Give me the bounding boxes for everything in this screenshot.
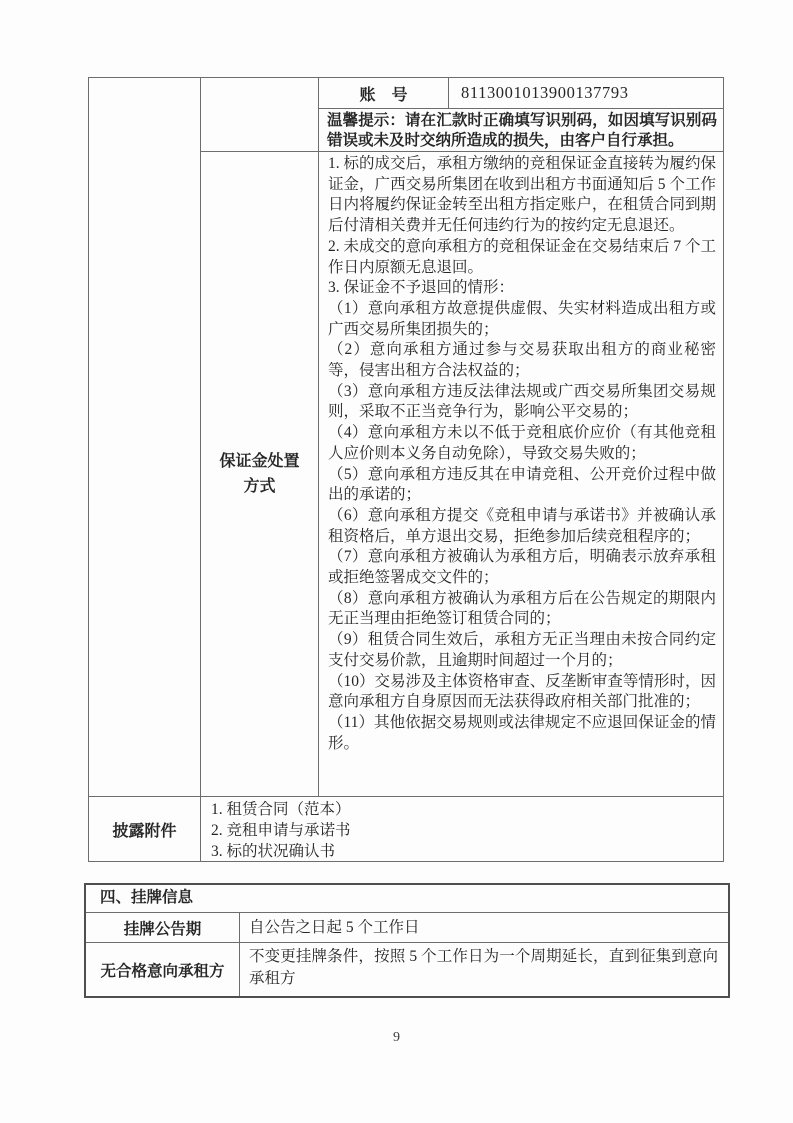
clause-paragraph: （10）交易涉及主体资格审查、反垄断审查等情形时，因意向承租方自身原因而无法获得政府相关部门批准的；	[328, 672, 716, 711]
attachment-item: 3. 标的状况确认书	[211, 843, 336, 860]
deposit-method-label-line1: 保证金处置	[219, 453, 300, 470]
listing-row-label: 挂牌公告期	[86, 913, 240, 942]
clause-paragraph: （9）租赁合同生效后，承租方无正当理由未按合同约定支付交易价款，且逾期时间超过一个月的；	[328, 631, 716, 669]
empty-left-cell	[89, 78, 201, 796]
listing-row-label: 无合格意向承租方	[86, 943, 240, 996]
account-row	[319, 78, 723, 108]
attachment-item: 2. 竞租申请与承诺书	[211, 822, 351, 839]
account-label: 账 号	[319, 78, 449, 108]
clause-paragraph: 1. 标的成交后，承租方缴纳的竞租保证金直接转为履约保证金，广西交易所集团在收到出租方书面通知后 5 个工作日内将履约保证金转至出租方指定账户，在租赁合同到期后付清相关费并无任何违约行为的按约定无息退还。	[328, 155, 716, 235]
remittance-tip: 温馨提示：请在汇款时正确填写识别码，如因填写识别码错误或未及时交纳所造成的损失，由客户自行承担。	[319, 108, 723, 151]
clause-paragraph: （5）意向承租方违反其在申请竞租、公开竞价过程中做出的承诺的；	[328, 465, 716, 504]
listing-row-no-qualified-tenant	[86, 942, 728, 996]
listing-row-value: 自公告之日起 5 个工作日	[249, 918, 420, 936]
clause-paragraph: （11）其他依据交易规则或法律规定不应退回保证金的情形。	[328, 713, 716, 752]
listing-section-title: 四、挂牌信息	[100, 889, 194, 906]
deposit-method-label-cell	[201, 151, 319, 796]
listing-row-value: 不变更挂牌条件，按照 5 个工作日为一个周期延长，直到征集到意向承租方	[249, 948, 718, 987]
deposit-method-label-line2: 方式	[243, 478, 276, 495]
deposit-method-clauses	[319, 151, 723, 796]
attachment-item: 1. 租赁合同（范本）	[211, 801, 351, 818]
clause-paragraph: 3. 保证金不予退回的情形：	[328, 279, 515, 297]
listing-info-table	[84, 883, 730, 998]
clause-paragraph: 2. 未成交的意向承租方的竞租保证金在交易结束后 7 个工作日内原额无息退回。	[328, 237, 716, 276]
listing-row-announcement-period	[86, 912, 728, 942]
attachments-list	[201, 796, 723, 861]
clause-paragraph: （3）意向承租方违反法律法规或广西交易所集团交易规则，采取不正当竞争行为，影响公平交易的；	[328, 382, 716, 421]
clause-paragraph: （7）意向承租方被确认为承租方后，明确表示放弃承租或拒绝签署成交文件的；	[328, 548, 716, 587]
clause-paragraph: （2）意向承租方通过参与交易获取出租方的商业秘密等，侵害出租方合法权益的；	[328, 341, 716, 380]
clause-paragraph: （4）意向承租方未以不低于竞租底价应价（有其他竞租人应价则本义务自动免除），导致交易失败的；	[328, 424, 716, 462]
clause-paragraph: （6）意向承租方提交《竞租申请与承诺书》并被确认承租资格后，单方退出交易，拒绝参加后续竞租程序的；	[328, 506, 716, 545]
clause-paragraph: （8）意向承租方被确认为承租方后在公告规定的期限内无正当理由拒绝签订租赁合同的；	[328, 589, 716, 628]
clause-paragraph: （1）意向承租方故意提供虚假、失实材料造成出租方或广西交易所集团损失的；	[328, 299, 716, 338]
deposit-table	[88, 77, 724, 862]
page-number: 9	[393, 1030, 400, 1045]
attachments-label: 披露附件	[89, 796, 201, 861]
empty-mid-cell	[201, 78, 319, 151]
account-number: 8113001013900137793	[461, 83, 629, 102]
